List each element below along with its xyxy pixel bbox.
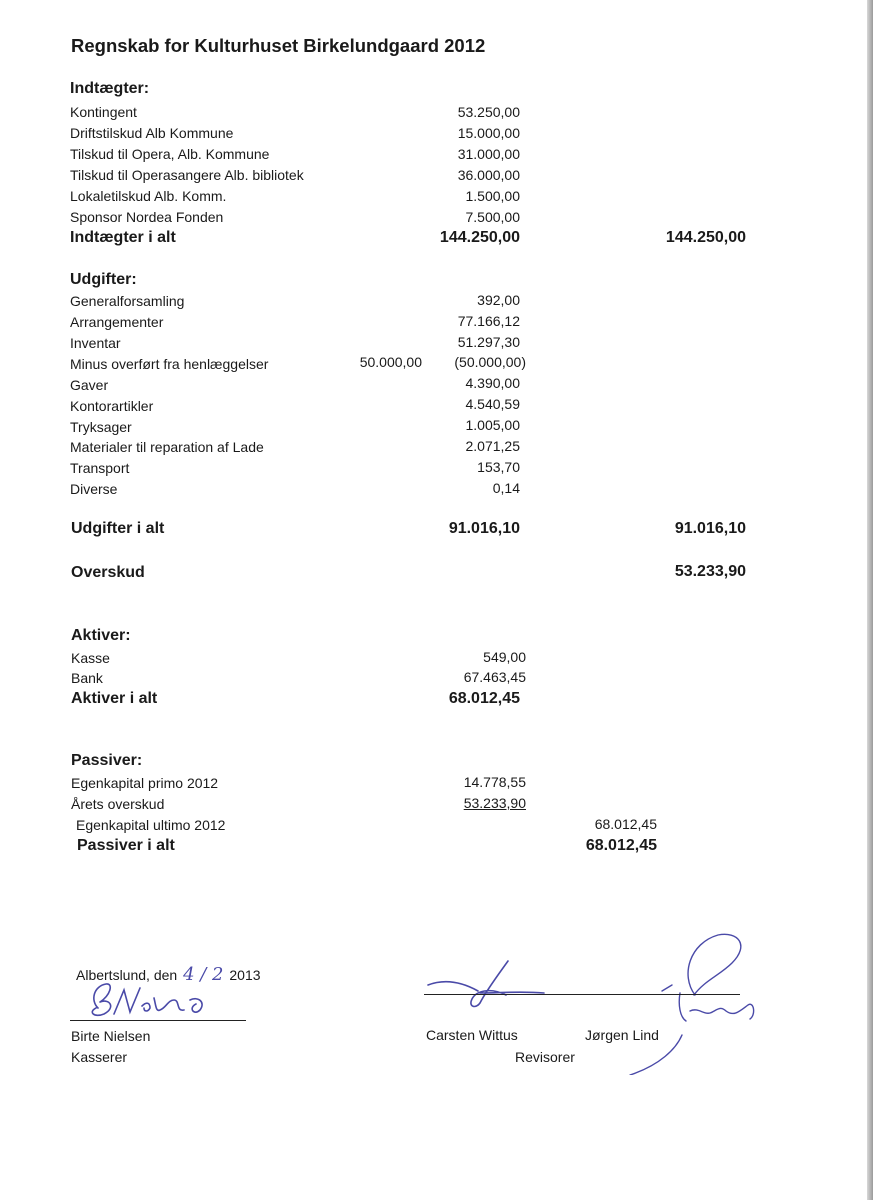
expense-label-generalforsamling: Generalforsamling <box>70 293 185 309</box>
expenses-total-label: Udgifter i alt <box>71 520 165 537</box>
treasurer-name: Birte Nielsen <box>71 1028 151 1044</box>
income-amount-sponsor: 7.500,00 <box>465 209 520 225</box>
expense-amount-transport: 153,70 <box>477 459 520 475</box>
expense-amount-henlaeggelser: (50.000,00) <box>454 354 526 370</box>
expense-label-henlaeggelser: Minus overført fra henlæggelser <box>70 356 269 372</box>
liability-label-overskud: Årets overskud <box>71 796 165 812</box>
liability-amount-overskud: 53.233,90 <box>463 795 526 811</box>
income-label-opera: Tilskud til Opera, Alb. Kommune <box>70 146 270 162</box>
surplus-amount: 53.233,90 <box>674 563 746 580</box>
liability-label-primo: Egenkapital primo 2012 <box>71 775 219 791</box>
expenses-heading: Udgifter: <box>70 271 137 288</box>
equity-ultimo-label: Egenkapital ultimo 2012 <box>76 817 226 833</box>
liabilities-total-label: Passiver i alt <box>77 837 175 854</box>
liability-amount-primo: 14.778,55 <box>463 774 526 790</box>
assets-total-label: Aktiver i alt <box>71 690 158 707</box>
income-label-operasangere: Tilskud til Operasangere Alb. bibliotek <box>70 167 304 183</box>
place-prefix: Albertslund, den <box>76 967 178 983</box>
expense-amount-inventar: 51.297,30 <box>457 334 520 350</box>
income-label-kontingent: Kontingent <box>70 104 137 120</box>
expense-label-diverse: Diverse <box>70 481 118 497</box>
assets-heading: Aktiver: <box>71 627 131 644</box>
expense-amount-tryksager: 1.005,00 <box>465 417 520 433</box>
income-amount-operasangere: 36.000,00 <box>457 167 520 183</box>
expense-label-inventar: Inventar <box>70 335 121 351</box>
surplus-label: Overskud <box>71 564 145 581</box>
expenses-total-right: 91.016,10 <box>674 520 746 537</box>
treasurer-handwritten-signature <box>70 978 260 1024</box>
income-amount-kontingent: 53.250,00 <box>457 104 520 120</box>
income-total: 144.250,00 <box>439 229 520 246</box>
auditor2-name: Jørgen Lind <box>585 1027 659 1043</box>
income-label-sponsor: Sponsor Nordea Fonden <box>70 209 224 225</box>
expense-amount-generalforsamling: 392,00 <box>477 292 520 308</box>
page-edge-shadow <box>867 0 873 1200</box>
equity-ultimo-amount: 68.012,45 <box>594 816 657 832</box>
income-amount-driftstilskud: 15.000,00 <box>457 125 520 141</box>
expense-label-transport: Transport <box>70 460 130 476</box>
auditors-signature-line <box>424 994 740 995</box>
income-label-driftstilskud: Driftstilskud Alb Kommune <box>70 125 234 141</box>
asset-label-bank: Bank <box>71 670 103 686</box>
auditor1-name: Carsten Wittus <box>426 1027 518 1043</box>
handwritten-date: 4 / 2 <box>183 964 224 985</box>
income-amount-opera: 31.000,00 <box>457 146 520 162</box>
income-label-lokaletilskud: Lokaletilskud Alb. Komm. <box>70 188 227 204</box>
expense-label-gaver: Gaver <box>70 377 109 393</box>
liabilities-total: 68.012,45 <box>585 837 657 854</box>
asset-amount-kasse: 549,00 <box>483 649 526 665</box>
expense-amount-kontorartikler: 4.540,59 <box>465 396 520 412</box>
expense-label-materialer: Materialer til reparation af Lade <box>70 439 264 455</box>
date-year: 2013 <box>229 967 261 983</box>
expenses-total: 91.016,10 <box>448 520 520 537</box>
asset-label-kasse: Kasse <box>71 650 110 666</box>
income-total-label: Indtægter i alt <box>70 229 176 246</box>
auditor2-handwritten-signature <box>600 925 770 1075</box>
page-title: Regnskab for Kulturhuset Birkelundgaard 2012 <box>71 35 486 56</box>
income-amount-lokaletilskud: 1.500,00 <box>465 188 520 204</box>
liabilities-heading: Passiver: <box>71 752 143 769</box>
expense-label-tryksager: Tryksager <box>70 419 132 435</box>
asset-amount-bank: 67.463,45 <box>463 669 526 685</box>
auditors-role: Revisorer <box>515 1049 575 1065</box>
treasurer-signature-line <box>70 1020 246 1021</box>
expense-amount-arrangementer: 77.166,12 <box>457 313 520 329</box>
expense-pre-henlaeggelser: 50.000,00 <box>359 354 422 370</box>
income-heading: Indtægter: <box>70 80 150 97</box>
assets-total: 68.012,45 <box>448 690 520 707</box>
income-total-right: 144.250,00 <box>665 229 746 246</box>
treasurer-role: Kasserer <box>71 1049 128 1065</box>
expense-amount-gaver: 4.390,00 <box>465 375 520 391</box>
expense-label-arrangementer: Arrangementer <box>70 314 164 330</box>
auditor1-handwritten-signature <box>420 955 550 1015</box>
expense-label-kontorartikler: Kontorartikler <box>70 398 154 414</box>
expense-amount-diverse: 0,14 <box>492 480 520 496</box>
expense-amount-materialer: 2.071,25 <box>465 438 520 454</box>
